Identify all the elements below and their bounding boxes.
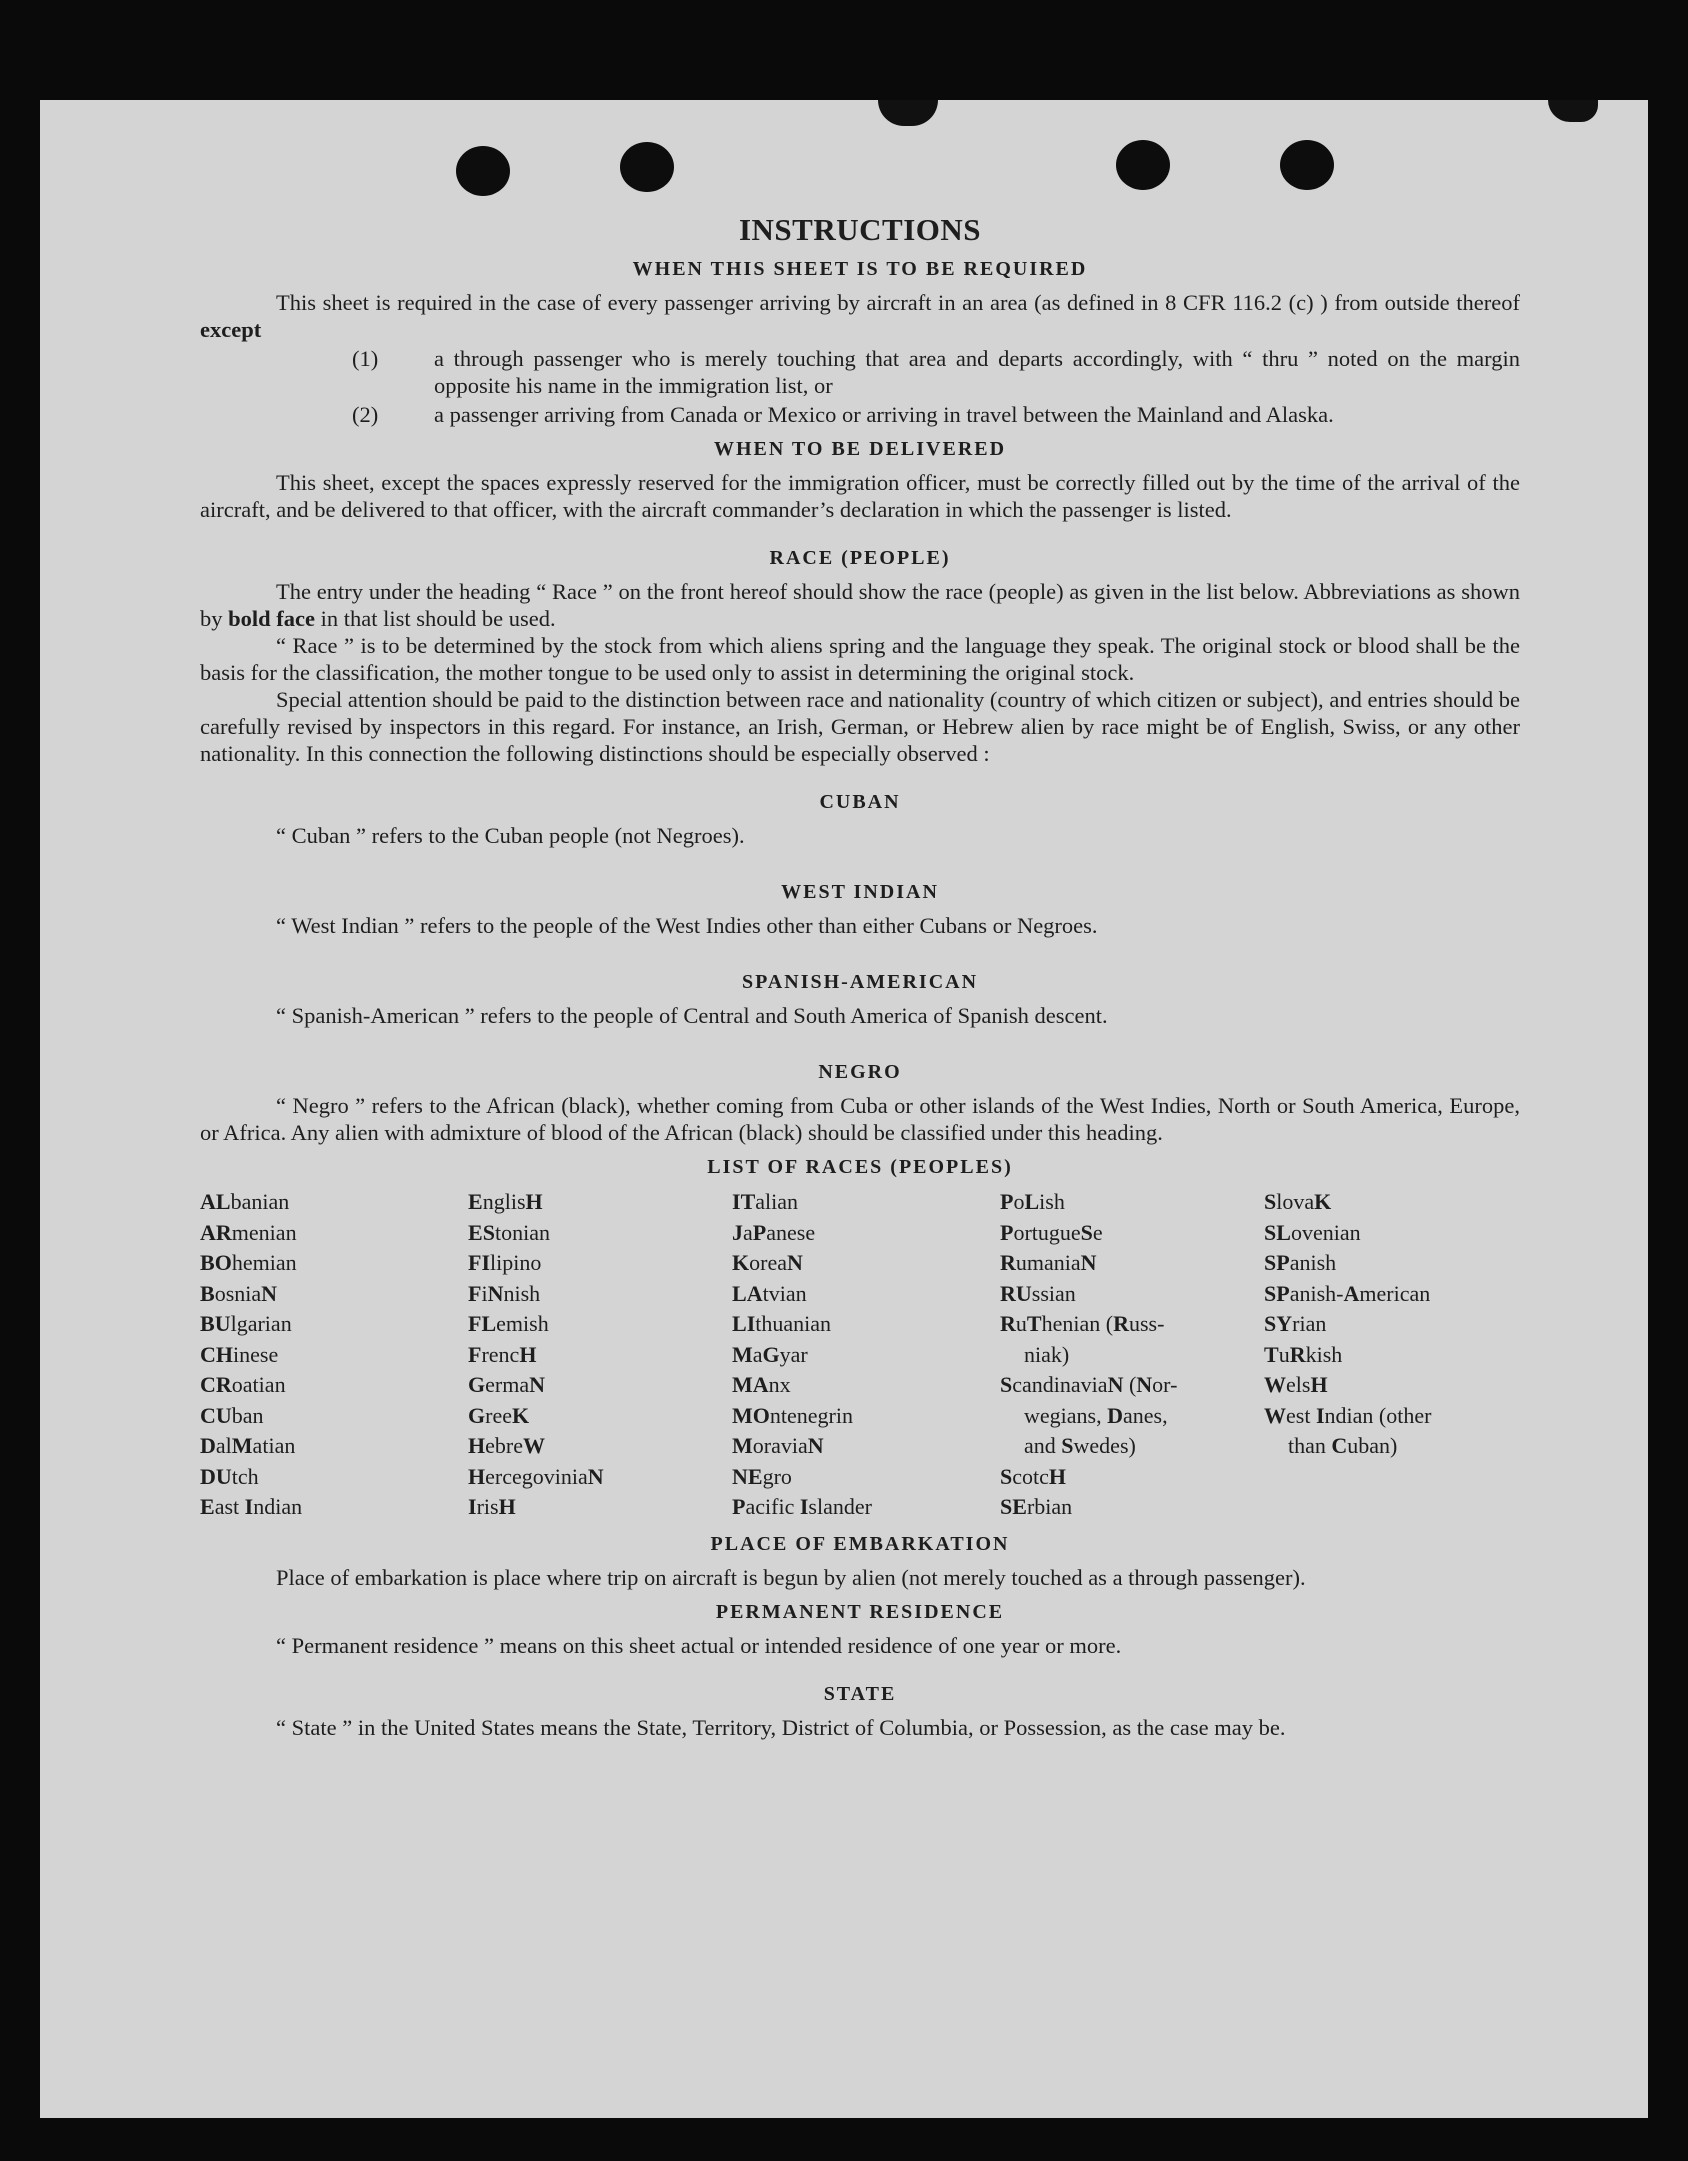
- paragraph-text: in that list should be used.: [320, 606, 556, 631]
- race-column: [200, 1187, 468, 1523]
- race-name: CUban: [200, 1402, 264, 1428]
- race-name: NEgro: [732, 1463, 792, 1489]
- paragraph-race-1: [200, 578, 1520, 632]
- paragraph-state: “ State ” in the United States means the State, Territory, District of Columbia, or Possession, as the case may be.: [276, 1714, 1286, 1740]
- race-name: HebreW: [468, 1433, 545, 1458]
- punch-hole-1: [456, 146, 510, 196]
- heading-embarkation: PLACE OF EMBARKATION: [710, 1532, 1010, 1555]
- race-name: West Indian (other: [1264, 1402, 1432, 1428]
- paragraph-bold-text: except: [200, 317, 262, 342]
- race-name: SPanish: [1264, 1250, 1337, 1275]
- race-name: FIlipino: [468, 1250, 542, 1275]
- race-name: Pacific Islander: [732, 1494, 872, 1519]
- race-name: ScotcH: [1000, 1463, 1067, 1489]
- race-name: MaGyar: [732, 1341, 808, 1367]
- race-name: GreeK: [468, 1402, 530, 1428]
- race-name: SLovenian: [1264, 1219, 1361, 1245]
- list-item: [200, 345, 1520, 399]
- race-name: BUlgarian: [200, 1311, 292, 1336]
- paragraph-text: The entry under the heading “ Race ” on the front hereof should show the race (people) as given in the list below. Abbreviations as shown by: [200, 579, 1520, 631]
- race-name: MOntenegrin: [732, 1402, 853, 1428]
- race-name: PoLish: [1000, 1189, 1065, 1214]
- paragraph-when-delivered: This sheet, except the spaces expressly reserved for the immigration officer, must be correctly filled out by the time of the arrival of the aircraft, and be delivered to that officer, with the aircraft commander’s declaration in which the passenger is listed.: [200, 470, 1520, 522]
- race-name: SYrian: [1264, 1311, 1327, 1336]
- race-name: FLemish: [468, 1311, 549, 1336]
- paragraph-cuban: “ Cuban ” refers to the Cuban people (not Negroes).: [276, 823, 745, 848]
- page-title: INSTRUCTIONS: [738, 212, 981, 247]
- race-name: BOhemian: [200, 1250, 297, 1275]
- instructions-text: [200, 212, 1520, 1741]
- paragraph-when-required: [200, 289, 1520, 343]
- heading-state: STATE: [823, 1682, 897, 1705]
- heading-when-delivered: WHEN TO BE DELIVERED: [713, 438, 1007, 460]
- race-name: LAtvian: [732, 1280, 807, 1306]
- paragraph-bold-text: bold face: [228, 606, 315, 631]
- race-name: and Swedes): [1024, 1433, 1136, 1458]
- item-text: a through passenger who is merely touching that area and departs accordingly, with “ thru ” noted on the margin opposite his name in the immigration list, or: [434, 346, 1520, 398]
- punch-hole-2: [620, 142, 674, 192]
- heading-when-required: WHEN THIS SHEET IS TO BE REQUIRED: [632, 258, 1088, 280]
- heading-list-of-races: LIST OF RACES (PEOPLES): [707, 1156, 1013, 1178]
- race-name: ALbanian: [200, 1189, 290, 1214]
- race-name: RUssian: [1000, 1280, 1076, 1306]
- race-name: KoreaN: [732, 1250, 803, 1275]
- race-name: MAnx: [732, 1372, 791, 1397]
- list-item: [200, 401, 1520, 428]
- race-name: DalMatian: [200, 1433, 296, 1458]
- race-name: SPanish-American: [1264, 1280, 1431, 1306]
- race-name: CHinese: [200, 1341, 279, 1367]
- race-name: EnglisH: [468, 1189, 543, 1214]
- paragraph-embarkation: Place of embarkation is place where trip on aircraft is begun by alien (not merely touched as a through passenger).: [276, 1564, 1306, 1590]
- race-name: than Cuban): [1288, 1433, 1398, 1458]
- heading-cuban: CUBAN: [819, 791, 901, 813]
- item-number: (2): [352, 402, 379, 427]
- race-name: East Indian: [200, 1494, 303, 1519]
- heading-residence: PERMANENT RESIDENCE: [715, 1600, 1005, 1623]
- race-name: JaPanese: [732, 1219, 816, 1245]
- race-name: ITalian: [732, 1189, 799, 1214]
- race-name: IrisH: [468, 1494, 516, 1519]
- paragraph-race-2: “ Race ” is to be determined by the stock from which aliens spring and the language they speak. The original stock or blood shall be the basis for the classification, the mother tongue to be used only to assist in determining the original stock.: [200, 633, 1520, 685]
- race-name: ARmenian: [200, 1219, 297, 1245]
- race-name: GermaN: [468, 1372, 545, 1397]
- race-name: EStonian: [468, 1219, 550, 1245]
- race-column: [732, 1187, 1000, 1523]
- race-name: LIthuanian: [732, 1311, 832, 1336]
- race-column: [468, 1187, 732, 1523]
- document-sheet: [40, 100, 1648, 2118]
- race-name: WelsH: [1264, 1372, 1328, 1397]
- race-name: CRoatian: [200, 1372, 286, 1397]
- race-name: niak): [1024, 1341, 1070, 1367]
- race-name: HercegoviniaN: [468, 1463, 604, 1489]
- race-name: wegians, Danes,: [1024, 1402, 1168, 1428]
- heading-race: RACE (PEOPLE): [769, 547, 951, 569]
- item-number: (1): [352, 346, 379, 371]
- race-name: FrencH: [468, 1341, 537, 1367]
- paragraph-race-3: Special attention should be paid to the distinction between race and nationality (country of which citizen or subject), and entries should be carefully revised by inspectors in this regard. For instance, an Irish, German, or Hebrew alien by race might be of English, Swiss, or any other nationality. In this connection the following distinctions should be especially observed :: [200, 687, 1520, 766]
- paragraph-negro: “ Negro ” refers to the African (black), whether coming from Cuba or other islands of the West Indies, North or South America, Europe, or Africa. Any alien with admixture of blood of the African (black) should be classified under this heading.: [200, 1093, 1520, 1145]
- punch-hole-4: [1280, 140, 1334, 190]
- race-column: [1264, 1187, 1504, 1523]
- race-name: SErbian: [1000, 1494, 1073, 1519]
- race-name: MoraviaN: [732, 1433, 824, 1458]
- race-name: RumaniaN: [1000, 1250, 1097, 1275]
- torn-edge-mark: [1548, 100, 1598, 122]
- heading-west-indian: WEST INDIAN: [781, 881, 939, 903]
- race-name: SlovaK: [1264, 1189, 1332, 1214]
- paragraph-residence: “ Permanent residence ” means on this sheet actual or intended residence of one year or more.: [276, 1632, 1122, 1658]
- race-name: RuThenian (Russ-: [1000, 1311, 1165, 1336]
- race-list: [200, 1187, 1520, 1523]
- paragraph-west-indian: “ West Indian ” refers to the people of the West Indies other than either Cubans or Negroes.: [276, 913, 1098, 938]
- race-name: PortugueSe: [1000, 1219, 1103, 1245]
- heading-negro: NEGRO: [818, 1061, 902, 1083]
- race-name: DUtch: [200, 1463, 259, 1489]
- race-name: ScandinaviaN (Nor-: [1000, 1372, 1178, 1397]
- paragraph-spanish-american: “ Spanish-American ” refers to the people of Central and South America of Spanish descent.: [276, 1003, 1108, 1028]
- race-name: TuRkish: [1264, 1341, 1343, 1367]
- paragraph-text: This sheet is required in the case of every passenger arriving by aircraft in an area (as defined in 8 CFR 116.2 (c) ) from outside thereof: [276, 290, 1520, 315]
- item-text: a passenger arriving from Canada or Mexico or arriving in travel between the Mainland and Alaska.: [434, 402, 1334, 427]
- race-name: FiNnish: [468, 1280, 541, 1306]
- torn-edge-mark: [878, 100, 938, 126]
- punch-hole-3: [1116, 140, 1170, 190]
- heading-spanish-american: SPANISH-AMERICAN: [741, 971, 979, 993]
- race-column: [1000, 1187, 1264, 1523]
- race-name: BosniaN: [200, 1280, 278, 1306]
